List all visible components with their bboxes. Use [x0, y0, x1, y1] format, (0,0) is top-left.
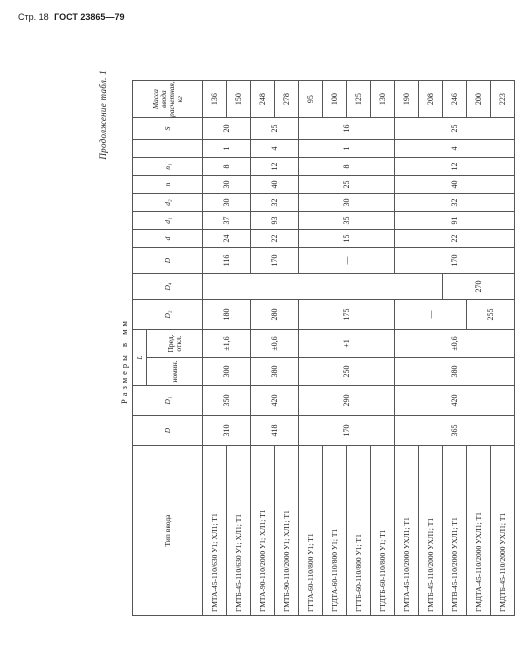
standard-number: ГОСТ 23865—79	[54, 12, 125, 22]
col-D2: D₂	[133, 300, 203, 330]
col-L-dev: Пред. откл.	[147, 330, 203, 358]
cell-D: 418	[251, 416, 299, 446]
cell-D2: 280	[251, 300, 299, 330]
cell-D3: 170	[395, 248, 515, 274]
cell-L-dev: +1	[299, 330, 395, 358]
cell-L-nom: 380	[395, 358, 515, 386]
col-mass: Масса ввода расчетная, кг	[133, 81, 203, 118]
table-continuation-label: Продолжение табл. 1	[98, 70, 108, 160]
cell-D: 365	[395, 416, 515, 446]
cell-mass: 208	[419, 81, 443, 118]
col-L: L	[133, 330, 147, 386]
cell-d2: 30	[299, 194, 395, 212]
cell-D4: 270	[443, 274, 515, 300]
col-n1: n₁	[133, 158, 203, 176]
cell-d: 22	[251, 230, 299, 248]
cell-D1: 420	[395, 386, 515, 416]
cell-L-nom: 300	[203, 358, 251, 386]
row-type: ГМТА-90-110/2000 У1; ХЛ1; Т1	[251, 446, 275, 616]
row-type: ГМТА-45-110/2000 УХЛ1; Т1	[395, 446, 419, 616]
row-type: ГТДТА-60-110/800 У1; Т1	[323, 446, 347, 616]
row-type: ГТДТБ-60-110/800 У1; Т1	[371, 446, 395, 616]
cell-D2: 180	[203, 300, 251, 330]
cell-nx: 1	[203, 140, 251, 158]
cell-d: 15	[299, 230, 395, 248]
cell-d: 22	[395, 230, 515, 248]
cell-D3: 116	[203, 248, 251, 274]
row-type: ГМДТА-45-110/2000 УХЛ1; Т1	[467, 446, 491, 616]
cell-s: 20	[203, 118, 251, 140]
row-type: ГМТБ-90-110/2000 У1; ХЛ1; Т1	[275, 446, 299, 616]
cell-D1: 350	[203, 386, 251, 416]
cell-mass: 278	[275, 81, 299, 118]
cell-L-dev: ±0,6	[251, 330, 299, 358]
cell-d1: 93	[251, 212, 299, 230]
cell-D2: —	[395, 300, 467, 330]
row-type: ГМТБ-45-110/630 У1; ХЛ1; Т1	[227, 446, 251, 616]
cell-nx: 1	[299, 140, 395, 158]
cell-mass: 200	[467, 81, 491, 118]
cell-L-dev: ±1,6	[203, 330, 251, 358]
cell-mass: 248	[251, 81, 275, 118]
cell-d1: 35	[299, 212, 395, 230]
cell-mass: 223	[491, 81, 515, 118]
cell-nx: 4	[251, 140, 299, 158]
cell-mass: 100	[323, 81, 347, 118]
col-s: S	[133, 118, 203, 140]
cell-n: 40	[395, 176, 515, 194]
cell-mass: 125	[347, 81, 371, 118]
cell-n: 25	[299, 176, 395, 194]
cell-mass: 130	[371, 81, 395, 118]
cell-d1: 37	[203, 212, 251, 230]
cell-d2: 32	[395, 194, 515, 212]
table-row	[251, 81, 275, 616]
cell-D: 310	[203, 416, 251, 446]
cell-L-dev: ±0,6	[395, 330, 515, 358]
dimensions-title: Размеры в мм	[119, 318, 129, 404]
cell-d2: 30	[203, 194, 251, 212]
col-D1: D₁	[133, 386, 203, 416]
cell-mass: 136	[203, 81, 227, 118]
row-type: ГМДТБ-45-110/2000 УХЛ1; Т1	[491, 446, 515, 616]
col-nx	[133, 140, 203, 158]
dimensions-table	[132, 80, 515, 616]
cell-s: 16	[299, 118, 395, 140]
cell-n1: 12	[395, 158, 515, 176]
cell-D3: —	[299, 248, 395, 274]
table-row	[203, 81, 227, 616]
row-type: ГМТВ-45-110/2000 УХЛ1; Т1	[443, 446, 467, 616]
page-number: Стр. 18	[18, 12, 49, 22]
cell-d2: 32	[251, 194, 299, 212]
rotated-table-block	[96, 70, 507, 616]
col-D4: D₄	[133, 274, 203, 300]
cell-n: 30	[203, 176, 251, 194]
cell-D1: 290	[299, 386, 395, 416]
col-d2: d₂	[133, 194, 203, 212]
cell-mass: 150	[227, 81, 251, 118]
cell-n1: 8	[299, 158, 395, 176]
table-row	[395, 81, 419, 616]
cell-D3: 170	[251, 248, 299, 274]
cell-D2: 255	[467, 300, 515, 330]
col-D: D	[133, 416, 203, 446]
row-type: ГМТБ-45-110/2000 УХЛ1; Т1	[419, 446, 443, 616]
col-d: d	[133, 230, 203, 248]
cell-s: 25	[395, 118, 515, 140]
cell-D4-blank	[203, 274, 443, 300]
cell-L-nom: 250	[299, 358, 395, 386]
cell-L-nom: 380	[251, 358, 299, 386]
col-type: Тип ввода	[133, 446, 203, 616]
cell-d: 24	[203, 230, 251, 248]
row-type: ГТТБ-60-110/800 У1; Т1	[347, 446, 371, 616]
cell-mass: 190	[395, 81, 419, 118]
cell-D2: 175	[299, 300, 395, 330]
cell-s: 25	[251, 118, 299, 140]
cell-mass: 95	[299, 81, 323, 118]
row-type: ГМТА-45-110/630 У1; ХЛ1; Т1	[203, 446, 227, 616]
col-d1: d₁	[133, 212, 203, 230]
col-D3: D	[133, 248, 203, 274]
cell-mass: 246	[443, 81, 467, 118]
cell-n: 40	[251, 176, 299, 194]
cell-d1: 91	[395, 212, 515, 230]
cell-n1: 8	[203, 158, 251, 176]
col-L-nom: номин.	[147, 358, 203, 386]
row-type: ГТТА-60-110/800 У1; Т1	[299, 446, 323, 616]
table-row	[299, 81, 323, 616]
cell-D1: 420	[251, 386, 299, 416]
cell-nx: 4	[395, 140, 515, 158]
cell-n1: 12	[251, 158, 299, 176]
cell-D: 170	[299, 416, 395, 446]
col-n: n	[133, 176, 203, 194]
